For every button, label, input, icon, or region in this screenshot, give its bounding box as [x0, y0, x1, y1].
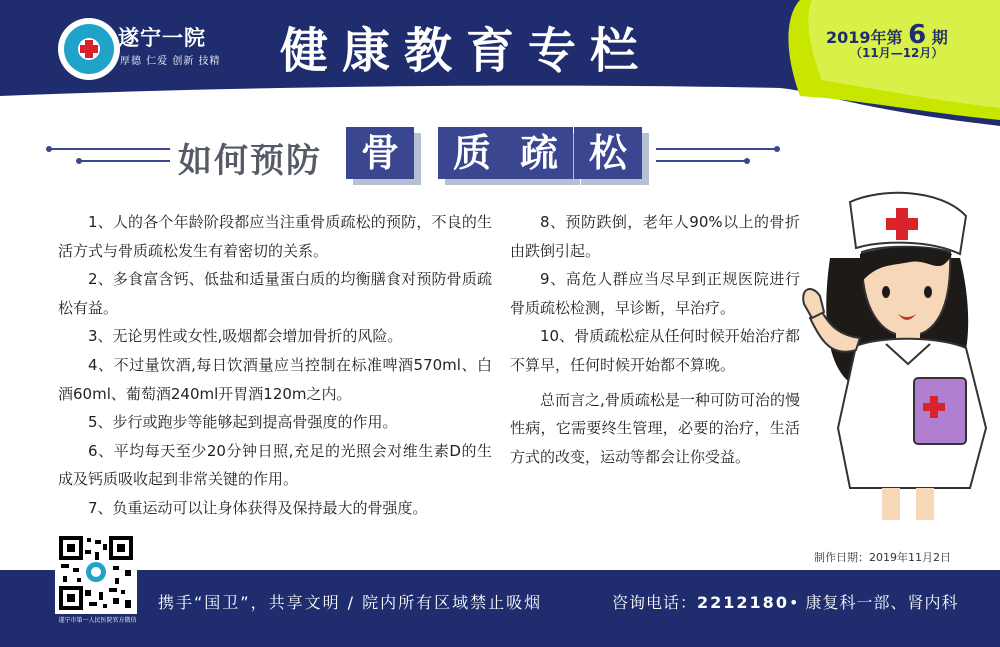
qr-caption: 遂宁市第一人民医院官方微信 [58, 617, 137, 624]
logo-cross-horizontal [80, 45, 98, 53]
tip-paragraph: 9、高危人群应当尽早到正规医院进行骨质疏松检测，早诊断，早治疗。 [510, 270, 800, 317]
tip-paragraph: 8、预防跌倒，老年人90%以上的骨折由跌倒引起。 [510, 213, 800, 260]
tip-paragraph: 2、多食富含钙、低盐和适量蛋白质的均衡膳食对预防骨质疏松有益。 [58, 270, 492, 317]
hospital-logo-icon [58, 18, 120, 80]
tip-paragraph: 4、不过量饮酒,每日饮酒量应当控制在标准啤酒570ml、白酒60ml、葡萄酒240ml开胃酒120m之内。 [58, 355, 492, 403]
contact-label: 咨询电话： [612, 593, 698, 612]
footer-contact [612, 590, 958, 613]
tip-paragraph: 6、平均每天至少20分钟日照,充足的光照会对维生素D的生成及钙质吸收起到非常关键的作用。 [58, 441, 492, 489]
tip-paragraph: 1、人的各个年龄阶段都应当注重骨质疏松的预防，不良的生活方式与骨质疏松发生有着密切的关系。 [58, 213, 492, 260]
divider-right-bottom [656, 160, 746, 162]
issue-prefix: 2019年第 [826, 28, 903, 47]
section-title-prefix: 如何预防 [178, 141, 322, 181]
content-left-column [58, 208, 492, 523]
summary-paragraph: 总而言之,骨质疏松是一种可防可治的慢性病，它需要终生管理，必要的治疗，生活方式的改变，运动等都会让你受益。 [510, 390, 800, 466]
footer-slogan: 携手“国卫”，共享文明 / 院内所有区域禁止吸烟 [158, 593, 543, 612]
divider-left-top [50, 148, 170, 150]
divider-dot [46, 146, 52, 152]
divider-dot [774, 146, 780, 152]
divider-right-top [656, 148, 776, 150]
issue-number: 6 [908, 20, 927, 50]
tip-paragraph: 10、骨质疏松症从任何时候开始治疗都不算早，任何时候开始都不算晚。 [510, 327, 800, 374]
phone-number: 2212180 [697, 593, 789, 612]
logo-core [78, 38, 100, 60]
content-right-column [510, 208, 800, 471]
production-date: 制作日期：2019年11月2日 [814, 551, 951, 564]
logo-ring [64, 24, 114, 74]
hospital-motto: 厚德 仁爱 创新 技精 [120, 56, 221, 67]
section-title-char: 松 [574, 127, 642, 179]
tip-paragraph: 5、步行或跑步等能够起到提高骨强度的作用。 [88, 413, 398, 432]
qr-pattern [55, 530, 137, 614]
nurse-illustration-icon [790, 188, 990, 520]
issue-suffix: 期 [931, 28, 948, 47]
divider-dot [744, 158, 750, 164]
tip-paragraph: 3、无论男性或女性,吸烟都会增加骨折的风险。 [88, 327, 403, 346]
section-title-char: 疏 [505, 127, 573, 179]
tip-paragraph: 7、负重运动可以让身体获得及保持最大的骨强度。 [88, 498, 428, 517]
section-title-char: 质 [438, 127, 506, 179]
divider-dot [76, 158, 82, 164]
section-title-char: 骨 [346, 127, 414, 179]
qr-code-icon[interactable] [55, 530, 137, 614]
departments: • 康复科一部、肾内科 [788, 593, 959, 612]
divider-left-bottom [80, 160, 170, 162]
issue-range: （11月—12月） [850, 46, 944, 60]
banner-title: 健康教育专栏 [280, 23, 653, 79]
hospital-name: 遂宁一院 [118, 26, 206, 50]
